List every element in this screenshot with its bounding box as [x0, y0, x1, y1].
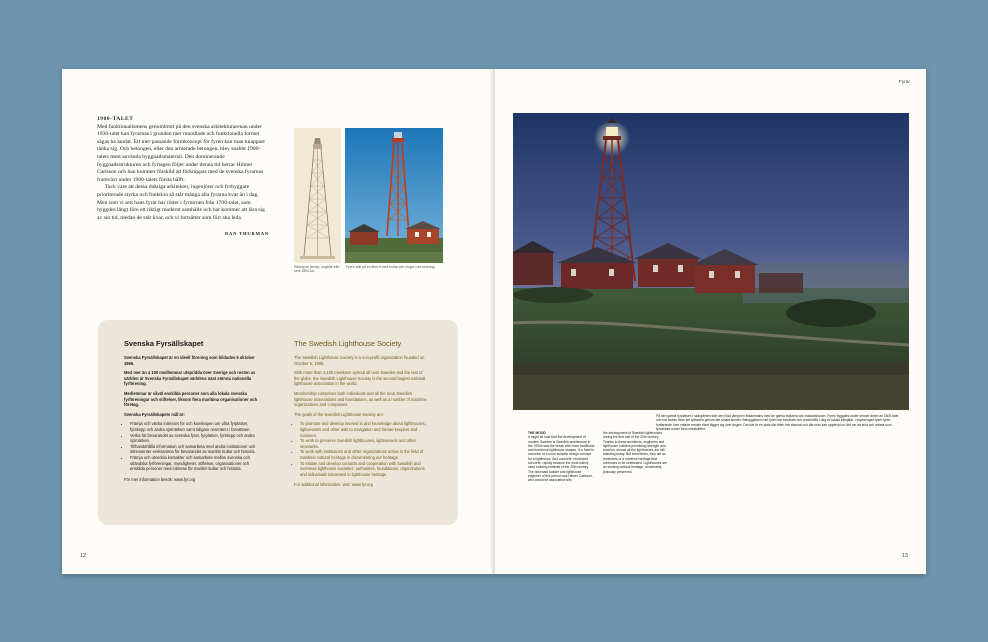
essay-paragraph-1: Med funktionalismens genombrott på den svenska arkitekturarenan under 1930-talet kan fyrarnas i grunden mer renodlade och funktionella former sägas ha landat. Ett mer passande formkoncept för fyren kan man knappast tänka sig. Och betongen, eller den armerade betongen, blev snabbt 1900-talets mest använda byggnadsmaterial. Den dominerande byggnadsstrukturen och fyrtagen följer under denna tid herrar Hilmer Carlsson och han kommer förskild att förknippas med de svenska fyrarnas framväxt under 1900-talets första hälft.: [97, 123, 265, 183]
essay-paragraph-2: Tack vare att dessa duktiga arkitekter, ingenjörer och fyrbyggare prioriterade styrka och funktion så står många alla fyrarna kvar än i dag. Men som vi sett hans fyrar har rötter i fyrtornen från 1700-talet, som byggdes långt före ett riktigt modernt samhälle och har kommer att lära sig av sin tid, medan de står kvar, och vi fortsätter som förr ska leda.: [97, 184, 265, 221]
swedish-goal: • Verka för bevarandet av svenska fyrar, fyrplatser, fyrskepp och andra sjömärken.: [130, 433, 258, 444]
swedish-p3: Medlemmar är såväl enskilda personer som alla lokala svenska fyrföreningar och stiftelser, liksom flera maritima organisationer och företag.: [124, 390, 258, 408]
society-info-panel: [98, 320, 458, 525]
photo-caption: Fyren står på en liten ö med bodar och stugor runt omkring.: [346, 265, 436, 269]
english-title: The Swedish Lighthouse Society: [294, 339, 402, 348]
english-p2: With more than 4,100 members spread all over Sweden and the rest of the globe, the Swedish Lighthouse Society is the second largest national lighthouse association in the world.: [294, 370, 426, 387]
english-goal: • To initiate and develop contacts and cooperation with Swedish and overseas lighthouse societies, authorities, foundations, organizations and individuals interested in lighthouse heritage.: [300, 461, 428, 478]
lighthouse-photo-small: [345, 128, 443, 263]
page-number-left: 12: [80, 553, 87, 559]
english-goal: • To work to preserve Swedish lighthouses, lightvessels and other seamarks.: [300, 438, 428, 449]
english-goals-list: [294, 421, 428, 477]
swedish-goals-heading: Svenska Fyrsällskapets mål är:: [124, 411, 185, 417]
left-page: [62, 69, 493, 574]
essay-column: [97, 116, 269, 238]
english-text-column-1: [528, 431, 595, 483]
english-text-column-2: [603, 431, 670, 474]
english-goal: • To promote and develop interest in and knowledge about lighthouses, lightvessels and other aids to navigation and former keepers and mariners.: [300, 421, 428, 438]
swedish-p1: Svenska Fyrsällskapet är en ideell förening som bildades 5 oktober 1996.: [124, 355, 255, 366]
running-head: Fyrar: [898, 80, 910, 85]
english-footer-link[interactable]: For additional information, visit: www.fyr.org: [294, 482, 373, 488]
book-spread: [62, 69, 926, 574]
english-goal: • To work with institutions and other organizations active in the field of maritime cultural heritage in documenting our heritage.: [300, 449, 428, 460]
page-number-right: 13: [901, 553, 908, 559]
swedish-goal: • Främja och utveckla kontakter och samarbete mellan svenska och utländska fyrföreningar, myndigheter, stiftelser, organisationer och enskilda personer med intresse för maritim kultur och historia.: [130, 455, 258, 472]
essay-heading: 1900-TALET: [97, 116, 134, 122]
column-text: the development of Swedish lighthouses during the first half of the 20th century. Thanks to these architects, engineers and lighthouse builders prioritizing strength and function, almost all the lighthouses are still standing today. But sometimes, they act as reminders of a maritime heritage that continues to be celebrated. Lighthouses are an exciting cultural heritage, remarkably, jealously preserved.: [603, 431, 667, 474]
column-heading: THE MOOD: [528, 431, 546, 435]
english-p1: The Swedish Lighthouse Society is a non-profit organization founded on October 5, 1996.: [294, 355, 425, 366]
swedish-p2: Med mer än 4 100 medlemmar utspridda över Sverige och resten av världen är Svenska Fyrsällskapet världens näst största nationella fyrförening.: [124, 370, 256, 387]
lighthouse-photo-illustration: [345, 128, 443, 263]
english-column: [294, 339, 428, 492]
english-p3: Membership comprises both individuals and all the local Swedish lighthouse associations and foundations, as well as a number of maritime organizations and companies.: [294, 390, 427, 408]
swedish-goal: • Tillhandahålla information och samarbeta med andra institutioner och intressenter verksamma för bevarandet av maritim kultur och historia.: [130, 444, 258, 455]
photo-caption-right: På den gamla fyrplatsen i skärgården står den röda järnfyren tillsammans med de gamla bodarna och bostadshusen. Fyren byggdes under senare delen av 1800-talet och har sedan dess lett sjöfarten genom det smala sundet. Bebyggelsen runt fyren har bevarats och underhålls i dag av lokala eldsjälar. I skymningen lyser fyren fortfarande över vattnet medan diset lägger sig över ängen. Det här är en plats där tiden har stannat och där man kan uppleva hur det var att leva och arbeta som fyrvaktare under förra sekelskiftet.: [656, 414, 899, 431]
swedish-title: Svenska Fyrsällskapet: [124, 339, 204, 348]
lighthouse-dusk-photo: [513, 113, 909, 410]
essay-author: DAN THURMAN: [224, 231, 269, 237]
english-goals-heading: The goals of the Swedish Lighthouse Society are:: [294, 411, 384, 417]
lighthouse-dusk-illustration: [513, 113, 909, 410]
swedish-goal: • Främja och väcka intresset för och kunskapen om våra fyrplatser, fyrskepp och andra sjömärken samt tidigare resenärer i farvattnen.: [130, 421, 258, 432]
column-text: It might be said that the development of modern Sweden is Swedish architecture in the 1930s saw the break with more traditional and functional lighthouse shapes. It is hard to conceive of a more suitable design concept for a lighthouse. And concrete, reinforced concrete, rapidly became the most widely used building material of the 20th century. The dominant builder and lighthouse engineer of this period was Hilmer Carlsson, who would be associated with: [528, 435, 595, 483]
swedish-footer-link[interactable]: För mer information besök: www.fyr.org: [124, 476, 196, 482]
lighthouse-drawing-illustration: [294, 128, 341, 263]
drawing-caption: Ritning av järnfyr, ungefär från sent 1800-tal.: [294, 265, 340, 274]
right-page: [495, 69, 926, 574]
lighthouse-drawing: [294, 128, 341, 263]
swedish-column: [124, 339, 258, 486]
swedish-goals-list: [124, 421, 258, 471]
